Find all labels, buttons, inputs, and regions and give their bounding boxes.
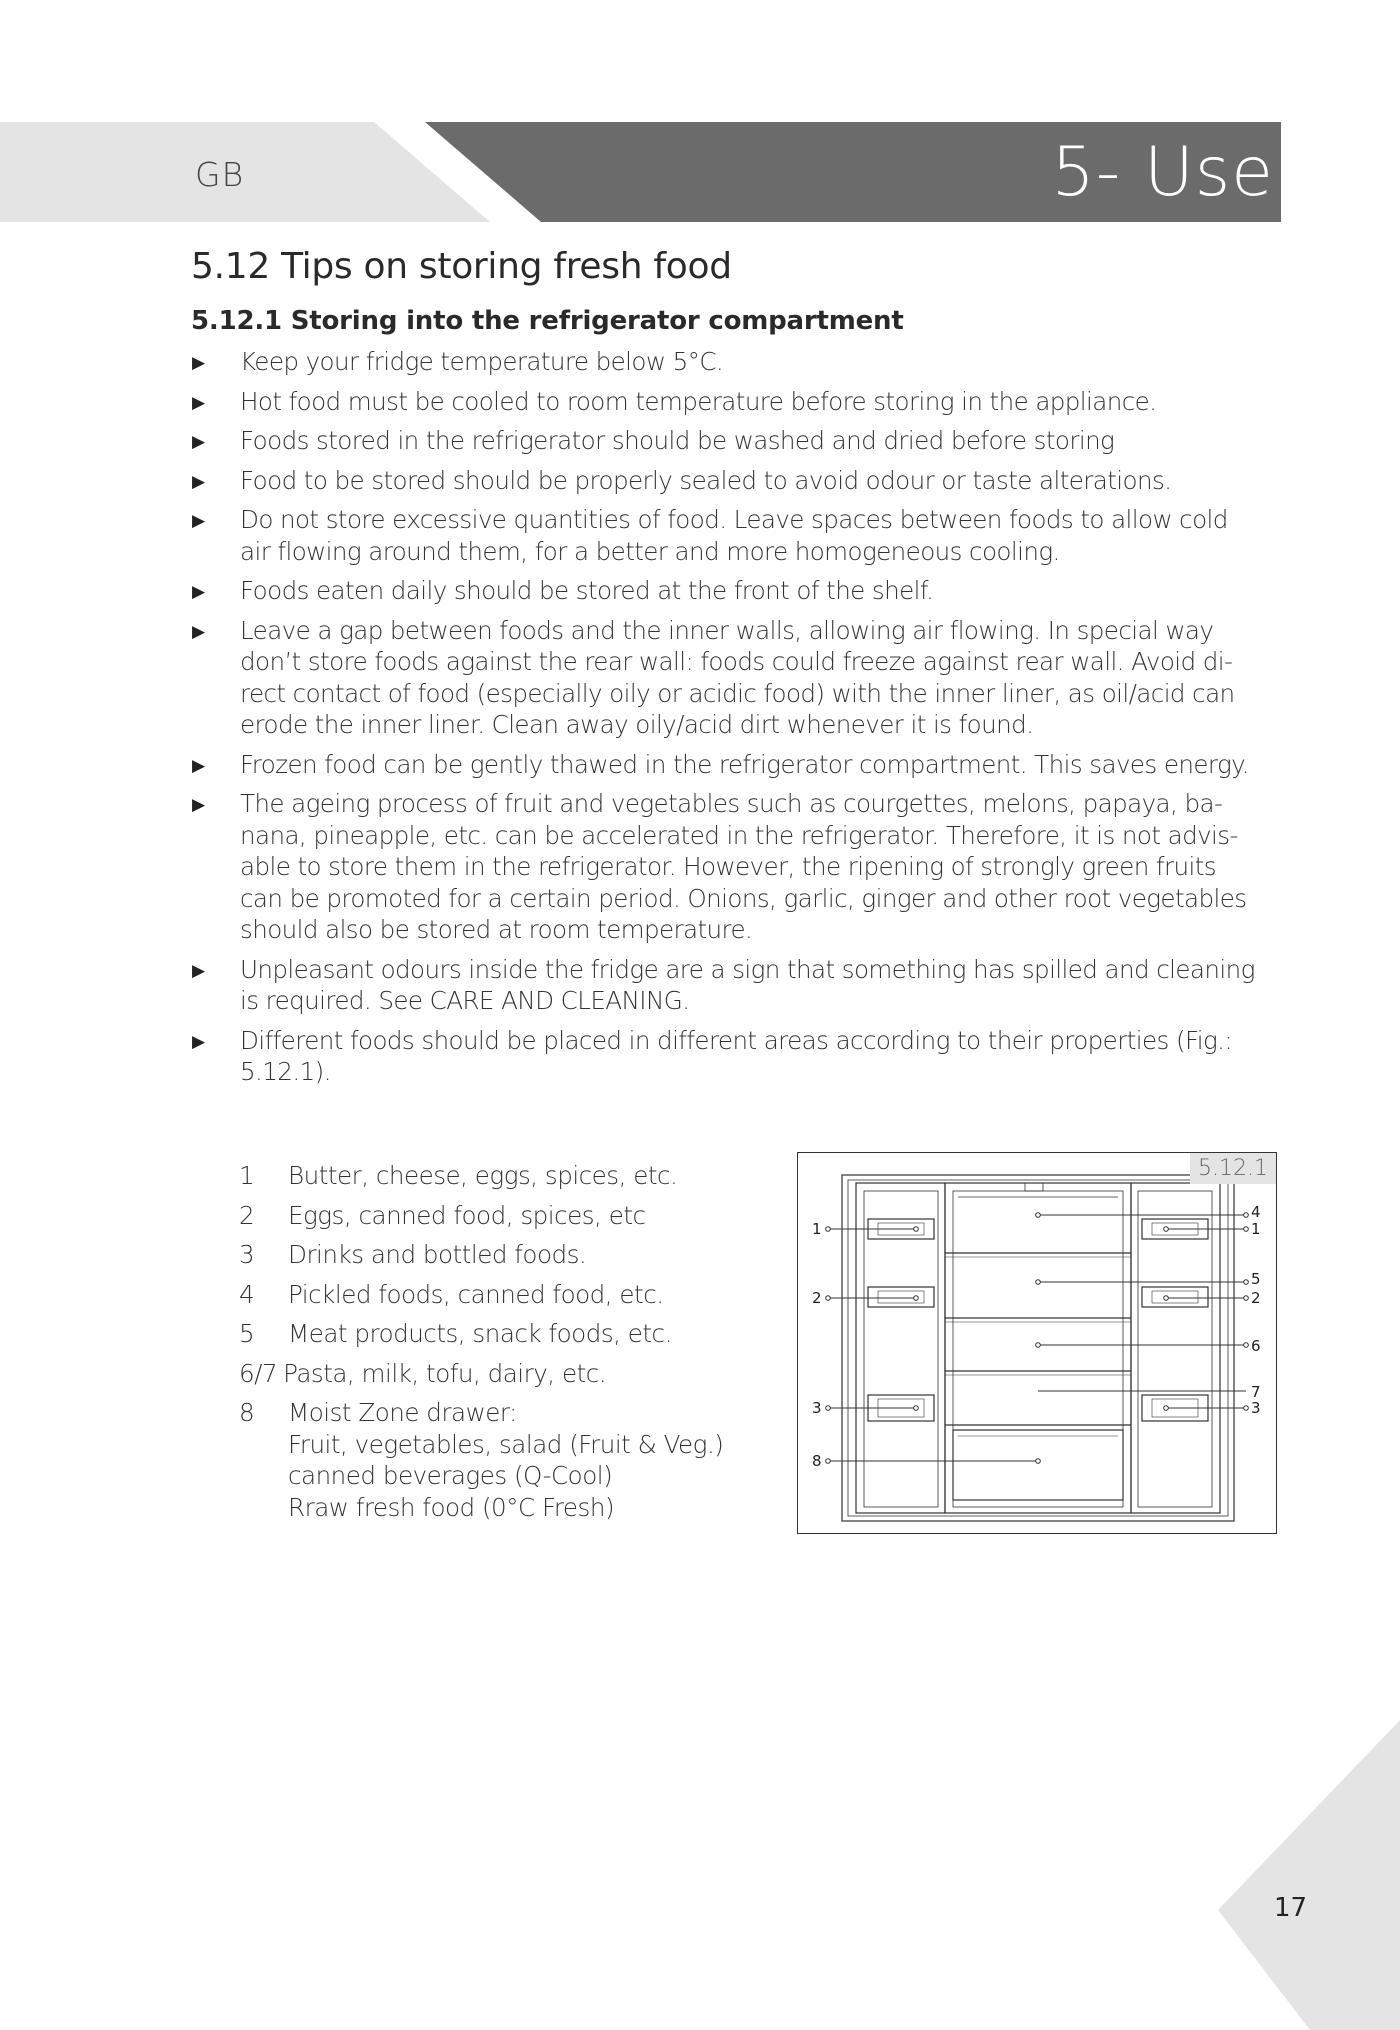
- header-chapter-title: 5- Use: [1051, 133, 1274, 212]
- right-door: [1131, 1183, 1220, 1513]
- bullet-arrow-icon: ▶: [192, 960, 205, 981]
- bullet-arrow-icon: ▶: [192, 621, 205, 642]
- callout-label: 7: [1251, 1383, 1261, 1401]
- figure-legend: [239, 1160, 759, 1531]
- callout-label: 1: [812, 1220, 822, 1238]
- legend-row: 3 Drinks and bottled foods.: [239, 1240, 587, 1269]
- bullet-arrow-icon: ▶: [192, 432, 205, 452]
- bullet-arrow-icon: ▶: [192, 1031, 205, 1052]
- legend-row: 1 Butter, cheese, eggs, spices, etc.: [239, 1161, 678, 1190]
- bullet-arrow-icon: ▶: [192, 755, 205, 776]
- legend-row: 6/7 Pasta, milk, tofu, dairy, etc.: [239, 1358, 607, 1388]
- callout-label: 4: [1251, 1203, 1261, 1221]
- bullet-arrow-icon: ▶: [192, 511, 205, 531]
- list-item: ▶ Do not store excessive quantities of food. Leave spaces between foods to allow cold air flowing around them, for a better and more homogeneous cooling.: [192, 505, 1228, 566]
- callout-label: 2: [812, 1289, 822, 1307]
- list-item: ▶ Foods stored in the refrigerator should be washed and dried before storing: [191, 425, 1263, 457]
- callout-label: 3: [812, 1399, 822, 1417]
- list-item: ▶ Hot food must be cooled to room temperature before storing in the appliance.: [191, 386, 1263, 418]
- bullet-arrow-icon: ▶: [192, 471, 205, 492]
- bullet-arrow-icon: ▶: [192, 353, 205, 373]
- callout-label: 3: [1251, 1399, 1261, 1417]
- list-item: ▶ Food to be stored should be properly sealed to avoid odour or taste alterations.: [191, 465, 1263, 497]
- section-subtitle: 5.12.1 Storing into the refrigerator compartment: [191, 306, 904, 336]
- header-language-tab: [0, 122, 490, 222]
- callout-label: 5: [1251, 1270, 1261, 1288]
- callout-label: 6: [1251, 1337, 1261, 1355]
- legend-row: 8 Moist Zone drawer: Fruit, vegetables, salad (Fruit & Veg.) canned beverages (Q-Cool) Rraw fresh food (0°C Fresh): [239, 1398, 724, 1522]
- list-item: ▶ Different foods should be placed in different areas according to their properties (Fig.: 5.12.1).: [192, 1025, 1233, 1086]
- list-item: ▶ Leave a gap between foods and the inner walls, allowing air flowing. In special way don’t store foods against the rear wall: foods could freeze against rear wall. Avoid direct contact of food (especially oily or acidic food) with the inner liner, as oil/acid can erode the inner liner. Clean away oily/acid dirt whenever it is found.: [192, 615, 1235, 739]
- header-language: GB: [195, 155, 245, 194]
- bullet-arrow-icon: ▶: [192, 795, 205, 815]
- callout-label: 8: [812, 1452, 822, 1470]
- bullet-arrow-icon: ▶: [192, 582, 205, 602]
- list-item: ▶ The ageing process of fruit and vegetables such as courgettes, melons, papaya, banana, pineapple, etc. can be accelerated in the refrigerator. Therefore, it is not advisable to store them in the refrigerator. However, the ripening of strongly green fruits can be promoted for a certain period. Onions, garlic, ginger and other root vegetables should also be stored at room temperature.: [192, 789, 1247, 944]
- list-item: ▶ Foods eaten daily should be stored at the front of the shelf.: [191, 575, 1263, 607]
- bullet-arrow-icon: ▶: [192, 392, 205, 413]
- section-title: 5.12 Tips on storing fresh food: [191, 246, 732, 287]
- legend-row: 2 Eggs, canned food, spices, etc: [239, 1200, 646, 1230]
- fridge-diagram-figure: [797, 1152, 1277, 1534]
- list-item: ▶ Keep your fridge temperature below 5°C.: [191, 346, 1263, 378]
- list-item: ▶ Frozen food can be gently thawed in the refrigerator compartment. This saves energy.: [191, 749, 1263, 781]
- list-item: ▶ Unpleasant odours inside the fridge are a sign that something has spilled and cleaning is required. See CARE AND CLEANING.: [192, 954, 1255, 1015]
- figure-label: 5.12.1: [1190, 1153, 1276, 1184]
- tips-list: [191, 346, 1263, 1096]
- callout-label: 1: [1251, 1220, 1261, 1238]
- fridge-diagram: [798, 1153, 1278, 1535]
- callout-label: 2: [1251, 1289, 1261, 1307]
- left-door: [856, 1183, 945, 1513]
- page-corner: [1218, 1720, 1400, 2030]
- legend-row: 5 Meat products, snack foods, etc.: [239, 1319, 672, 1348]
- legend-row: 4 Pickled foods, canned food, etc.: [239, 1279, 664, 1309]
- moist-zone-drawer: [953, 1430, 1123, 1500]
- page-number: 17: [1274, 1893, 1308, 1923]
- cabinet-outline: [842, 1175, 1234, 1521]
